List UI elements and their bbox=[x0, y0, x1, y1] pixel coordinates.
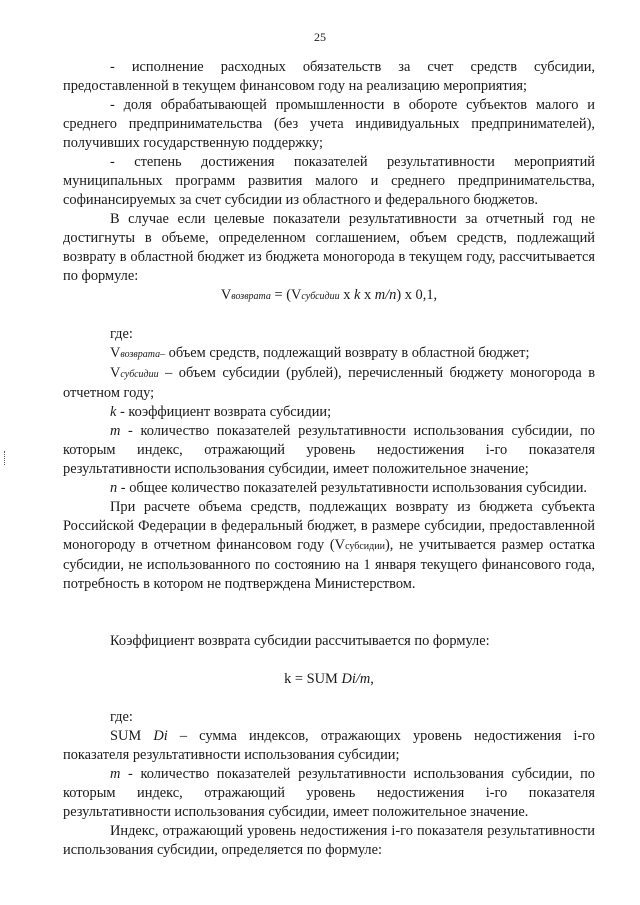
formula-coefficient bbox=[63, 670, 595, 689]
formula-text: x bbox=[360, 287, 375, 303]
spacer bbox=[63, 306, 595, 325]
formula-text: , bbox=[370, 671, 374, 687]
definition-sum-di bbox=[63, 727, 595, 765]
margin-scan-artifact bbox=[4, 451, 6, 465]
paragraph-text: ), не учитывается размер остатка субсидии, не использованного по состоянию на 1 января текущего финансового года, потребность в котором не подтверждена Министерством. bbox=[63, 537, 595, 592]
definition-text: SUM bbox=[110, 728, 154, 744]
definition-k bbox=[63, 403, 595, 422]
spacer bbox=[63, 689, 595, 708]
where-label: где: bbox=[110, 326, 133, 342]
def-var-m: m bbox=[110, 766, 121, 782]
definition-text: – объем субсидии (рублей), перечисленный бюджету моногорода в отчетном году; bbox=[63, 365, 595, 401]
formula-text: = (V bbox=[270, 287, 302, 303]
definition-v-return bbox=[63, 344, 595, 364]
def-sub-return: возврата– bbox=[120, 349, 166, 360]
formula-text: x bbox=[339, 287, 354, 303]
spacer bbox=[63, 594, 595, 632]
formula-var-di-m: Di/m bbox=[341, 671, 371, 687]
def-var-v: V bbox=[110, 345, 121, 361]
formula-sub-return: возврата bbox=[231, 291, 271, 302]
bullet-paragraph: - доля обрабатывающей промышленности в обороте субъектов малого и среднего предпринимательства (без учета индивидуальных предпринимателей), получивших государственную поддержку; bbox=[63, 97, 595, 151]
body-paragraph bbox=[63, 498, 595, 594]
definition-n bbox=[63, 479, 595, 498]
page-number: 25 bbox=[314, 30, 326, 44]
definition-text: - коэффициент возврата субсидии; bbox=[116, 404, 332, 420]
definition-text: сумма индексов, отражающих уровень недостижения i-го показателя результативности использования субсидии; bbox=[63, 728, 595, 763]
page-body bbox=[63, 58, 595, 860]
def-var-n: n bbox=[110, 480, 118, 496]
def-sub-subsidy: субсидии bbox=[120, 369, 159, 380]
formula-var-mn: m/n bbox=[374, 287, 397, 303]
def-var-m: m bbox=[110, 423, 121, 439]
spacer bbox=[63, 651, 595, 670]
formula-sub-subsidy: субсидии bbox=[301, 291, 340, 302]
definition-text: - общее количество показателей результативности использования субсидии. bbox=[117, 480, 588, 496]
where-label: где: bbox=[110, 709, 133, 725]
bullet-paragraph: - исполнение расходных обязательств за счет средств субсидии, предоставленной в текущем финансовом году на реализацию мероприятия; bbox=[63, 59, 595, 94]
def-var-k: k bbox=[110, 404, 117, 420]
paragraph-subscript: субсидии bbox=[345, 541, 385, 552]
body-paragraph: Коэффициент возврата субсидии рассчитывается по формуле: bbox=[110, 633, 490, 649]
formula-var-k: k bbox=[354, 287, 361, 303]
definition-v-subsidy bbox=[63, 364, 595, 403]
formula-var-v: V bbox=[220, 287, 232, 303]
definition-text: - количество показателей результативности использования субсидии, по которым индекс, отражающий уровень недостижения i-го показателя результативности использования субсидии, имеет положительное значение. bbox=[63, 766, 595, 820]
body-paragraph: Индекс, отражающий уровень недостижения i-го показателя результативности использования субсидии, определяется по формуле: bbox=[63, 823, 595, 858]
body-paragraph: В случае если целевые показатели результативности за отчетный год не достигнуты в объеме, определенном соглашением, объем средств, подлежащий возврату в областной бюджет из бюджета моногорода в текущем году, рассчитывается по формуле: bbox=[63, 211, 595, 284]
paragraph-text: При расчете объема средств, подлежащих возврату из бюджета субъекта Российской Федерации в федеральный бюджет, в размере субсидии, предоставленной моногороду в отчетном финансовом году (V bbox=[63, 499, 595, 553]
definition-text: - количество показателей результативности использования субсидии, по которым индекс, отражающий уровень недостижения i-го показателя результативности использования субсидии, имеет положительное значение; bbox=[63, 423, 595, 477]
definition-m bbox=[63, 765, 595, 822]
formula-text: k = SUM bbox=[284, 671, 342, 687]
def-var-v: V bbox=[110, 365, 121, 381]
definition-m bbox=[63, 422, 595, 479]
def-var-di: Di – bbox=[153, 728, 188, 744]
bullet-paragraph: - степень достижения показателей результативности мероприятий муниципальных программ развития малого и среднего предпринимательства, софинансируемых за счет субсидии из областного и федерального бюджетов. bbox=[63, 154, 595, 208]
formula-text: ) x 0,1, bbox=[396, 287, 438, 303]
formula-return-volume bbox=[63, 286, 595, 306]
definition-text: объем средств, подлежащий возврату в областной бюджет; bbox=[165, 345, 530, 361]
